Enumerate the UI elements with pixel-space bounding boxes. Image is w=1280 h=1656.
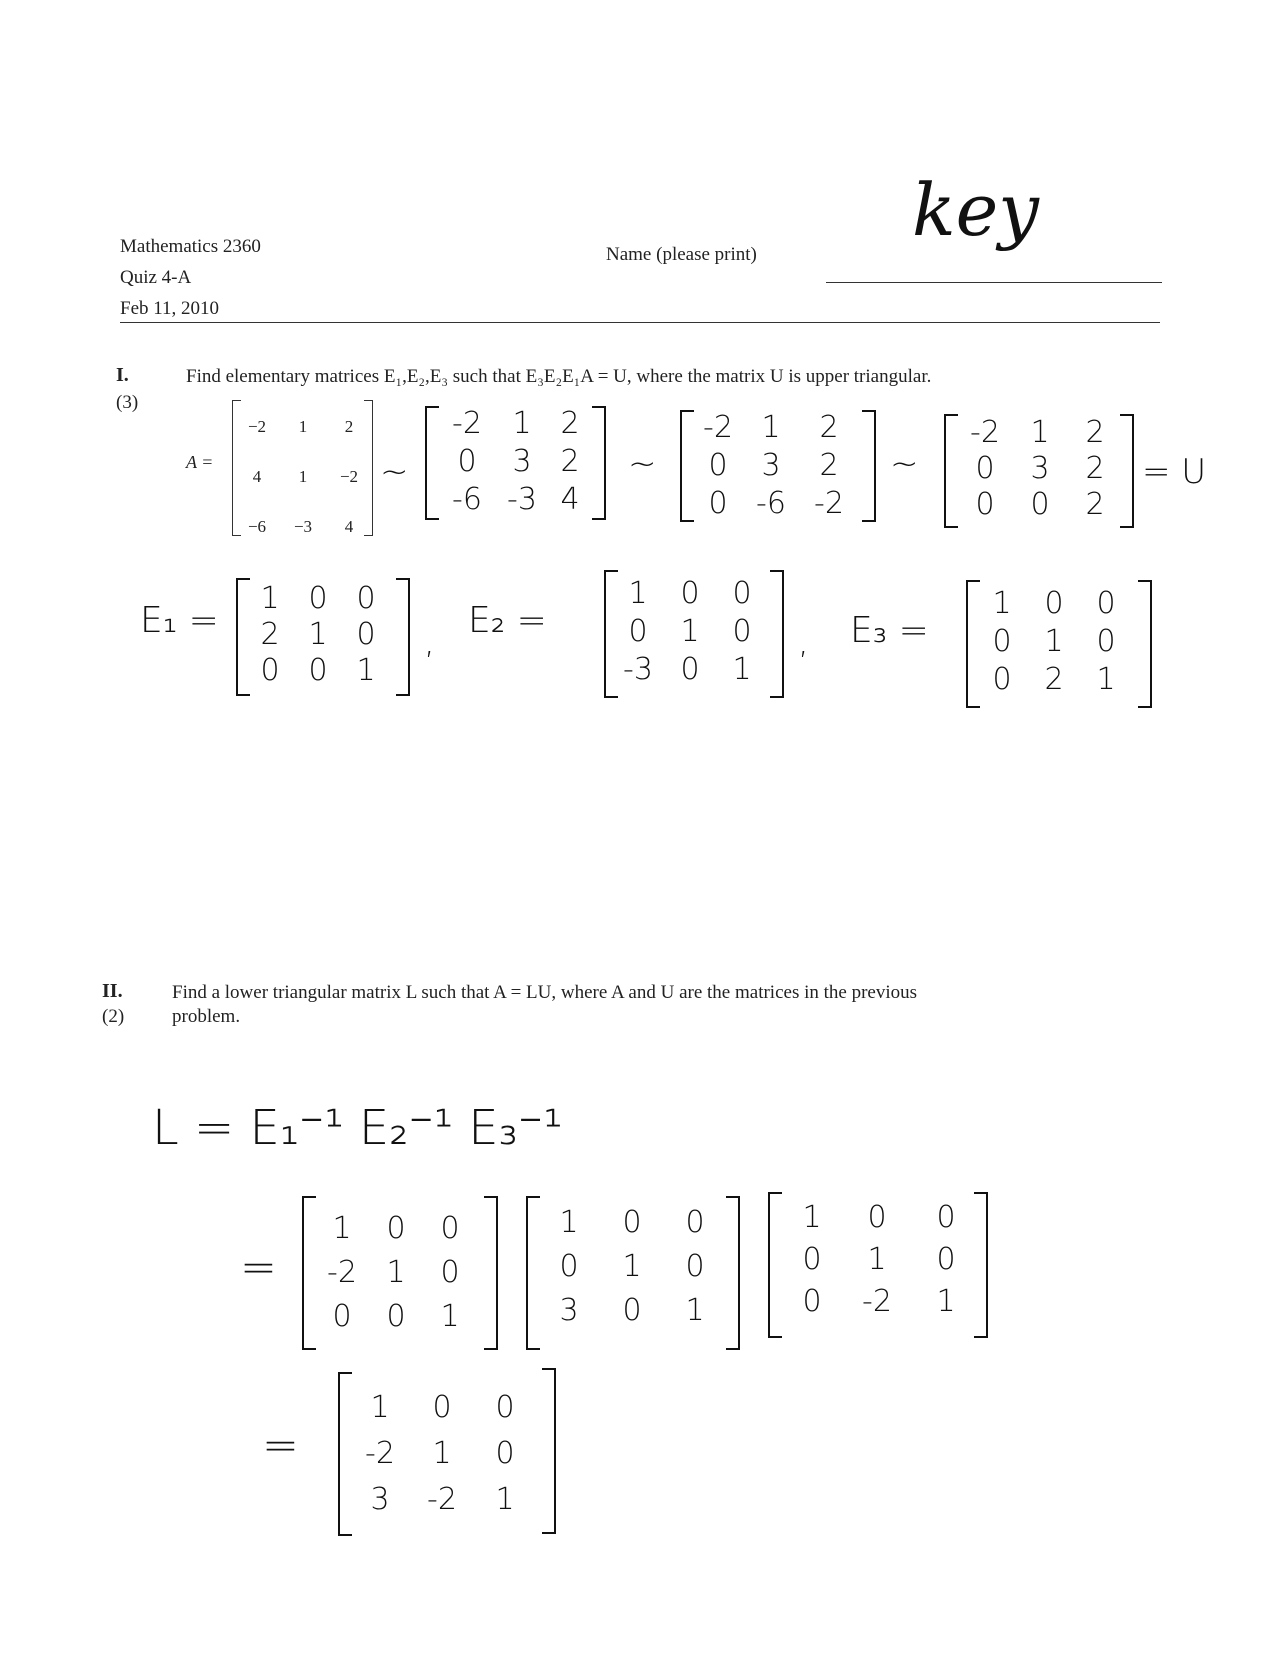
inv3-cell: 0 bbox=[936, 1199, 956, 1235]
l-result-cell: 1 bbox=[432, 1435, 452, 1471]
inv3-matrix bbox=[780, 1196, 982, 1322]
result-label: = U bbox=[1142, 452, 1207, 492]
step1-cell: 3 bbox=[512, 443, 532, 479]
e2-cell: 1 bbox=[680, 613, 700, 649]
matrix-a-cell: −2 bbox=[247, 417, 267, 436]
name-value: key bbox=[912, 168, 1039, 252]
inv2-cell: 1 bbox=[622, 1248, 642, 1284]
step2-cell: 0 bbox=[708, 447, 728, 483]
inv3-right-bracket bbox=[974, 1192, 988, 1338]
l-result-cell: 1 bbox=[370, 1389, 390, 1425]
e1-cell: 0 bbox=[356, 580, 376, 616]
name-underline bbox=[826, 282, 1162, 283]
step2-cell: 2 bbox=[819, 409, 839, 445]
equals-sign: = bbox=[262, 1420, 299, 1471]
step3-cell: 0 bbox=[1030, 486, 1050, 522]
equiv-symbol: ~ bbox=[628, 444, 657, 484]
e2-cell: 1 bbox=[732, 651, 752, 687]
step3-cell: 0 bbox=[975, 450, 995, 486]
matrix-a-right-bracket bbox=[364, 400, 373, 536]
step2-cell: 2 bbox=[819, 447, 839, 483]
matrix-a-cell: −3 bbox=[293, 517, 313, 536]
inv2-cell: 0 bbox=[622, 1204, 642, 1240]
matrix-a-cell: 1 bbox=[298, 467, 308, 486]
step1-right-bracket bbox=[592, 406, 606, 520]
e2-cell: 0 bbox=[680, 651, 700, 687]
e2-cell: 0 bbox=[732, 613, 752, 649]
inv3-cell: -2 bbox=[862, 1283, 892, 1319]
e2-cell: 0 bbox=[628, 613, 648, 649]
matrix-a-cell: 2 bbox=[344, 417, 354, 436]
e2-right-bracket bbox=[770, 570, 784, 698]
e1-matrix bbox=[246, 580, 390, 688]
l-expression: L = E₁⁻¹ E₂⁻¹ E₃⁻¹ bbox=[152, 1100, 563, 1156]
comma: , bbox=[798, 622, 809, 662]
quiz-date: Feb 11, 2010 bbox=[120, 298, 220, 319]
step3-matrix bbox=[956, 414, 1124, 522]
inv2-cell: 1 bbox=[685, 1292, 705, 1328]
inv1-cell: 1 bbox=[332, 1210, 352, 1246]
inv2-matrix bbox=[538, 1200, 726, 1332]
name-label: Name (please print) bbox=[606, 244, 757, 265]
e3-cell: 1 bbox=[992, 585, 1012, 621]
e3-label: E₃ = bbox=[850, 610, 929, 651]
inv2-right-bracket bbox=[726, 1196, 740, 1350]
e1-cell: 0 bbox=[308, 580, 328, 616]
step2-cell: -2 bbox=[703, 409, 733, 445]
e1-cell: 1 bbox=[356, 652, 376, 688]
inv2-cell: 0 bbox=[685, 1204, 705, 1240]
step2-matrix bbox=[692, 408, 860, 522]
inv3-cell: 0 bbox=[802, 1241, 822, 1277]
matrix-a-cell: −6 bbox=[247, 517, 267, 536]
inv3-cell: 0 bbox=[867, 1199, 887, 1235]
inv2-cell: 0 bbox=[685, 1248, 705, 1284]
e3-cell: 2 bbox=[1044, 661, 1064, 697]
step2-cell: -6 bbox=[756, 485, 786, 521]
inv1-matrix bbox=[314, 1206, 478, 1338]
inv1-cell: -2 bbox=[327, 1254, 357, 1290]
inv1-cell: 0 bbox=[440, 1210, 460, 1246]
matrix-a-cell: −2 bbox=[339, 467, 359, 486]
e3-matrix bbox=[976, 584, 1132, 698]
step3-cell: 2 bbox=[1085, 450, 1105, 486]
problem2-prompt-line1: Find a lower triangular matrix L such that A = LU, where A and U are the matrices in the previous bbox=[172, 982, 918, 1003]
problem1-number: I. bbox=[116, 364, 129, 386]
step2-right-bracket bbox=[862, 410, 876, 522]
e3-cell: 0 bbox=[992, 661, 1012, 697]
step3-cell: -2 bbox=[970, 414, 1000, 450]
e3-cell: 1 bbox=[1044, 623, 1064, 659]
inv1-cell: 0 bbox=[386, 1210, 406, 1246]
e3-cell: 0 bbox=[1096, 623, 1116, 659]
step1-cell: 0 bbox=[457, 443, 477, 479]
matrix-a-cell: 4 bbox=[252, 467, 262, 486]
step1-matrix bbox=[436, 404, 594, 518]
inv3-cell: 1 bbox=[802, 1199, 822, 1235]
e1-cell: 0 bbox=[308, 652, 328, 688]
step1-cell: 2 bbox=[560, 405, 580, 441]
matrix-a-cell: 1 bbox=[298, 417, 308, 436]
e2-cell: 1 bbox=[628, 575, 648, 611]
e1-cell: 2 bbox=[260, 616, 280, 652]
step2-cell: -2 bbox=[814, 485, 844, 521]
problem2-prompt-line2: problem. bbox=[172, 1006, 241, 1027]
step2-cell: 0 bbox=[708, 485, 728, 521]
a-label: A = bbox=[186, 452, 214, 472]
inv1-right-bracket bbox=[484, 1196, 498, 1350]
e2-cell: -3 bbox=[623, 651, 653, 687]
step1-cell: -6 bbox=[452, 481, 482, 517]
step3-cell: 1 bbox=[1030, 414, 1050, 450]
e3-cell: 0 bbox=[1044, 585, 1064, 621]
inv2-cell: 1 bbox=[559, 1204, 579, 1240]
quiz-title: Quiz 4-A bbox=[120, 267, 192, 288]
step2-cell: 3 bbox=[761, 447, 781, 483]
e1-cell: 0 bbox=[356, 616, 376, 652]
e3-right-bracket bbox=[1138, 580, 1152, 708]
inv1-cell: 0 bbox=[386, 1298, 406, 1334]
l-result-cell: 1 bbox=[495, 1481, 515, 1517]
e1-cell: 1 bbox=[260, 580, 280, 616]
e1-cell: 0 bbox=[260, 652, 280, 688]
matrix-a-cell: 4 bbox=[344, 517, 354, 536]
l-result-cell: 0 bbox=[495, 1389, 515, 1425]
problem2-number: II. bbox=[102, 980, 123, 1002]
e3-cell: 0 bbox=[1096, 585, 1116, 621]
e2-label: E₂ = bbox=[468, 600, 547, 641]
step3-cell: 3 bbox=[1030, 450, 1050, 486]
inv3-cell: 1 bbox=[867, 1241, 887, 1277]
l-result-matrix bbox=[350, 1384, 536, 1522]
inv3-cell: 0 bbox=[802, 1283, 822, 1319]
l-result-cell: -2 bbox=[365, 1435, 395, 1471]
course-title: Mathematics 2360 bbox=[120, 236, 261, 257]
inv2-cell: 0 bbox=[559, 1248, 579, 1284]
equals-sign: = bbox=[240, 1242, 277, 1293]
inv1-cell: 1 bbox=[440, 1298, 460, 1334]
header-rule bbox=[120, 322, 1160, 323]
l-result-cell: -2 bbox=[427, 1481, 457, 1517]
inv2-cell: 0 bbox=[622, 1292, 642, 1328]
step2-cell: 1 bbox=[761, 409, 781, 445]
e3-cell: 1 bbox=[1096, 661, 1116, 697]
matrix-a bbox=[234, 402, 372, 552]
problem1-prompt: Find elementary matrices E₁,E₂,E₃ such that E₃E₂E₁A = U, where the matrix U is upper triangular. bbox=[186, 366, 932, 387]
inv3-cell: 1 bbox=[936, 1283, 956, 1319]
e2-cell: 0 bbox=[680, 575, 700, 611]
step3-cell: 0 bbox=[975, 486, 995, 522]
equiv-symbol: ~ bbox=[890, 444, 919, 484]
inv1-cell: 0 bbox=[440, 1254, 460, 1290]
e3-cell: 0 bbox=[992, 623, 1012, 659]
equiv-symbol: ~ bbox=[380, 452, 409, 492]
inv3-cell: 0 bbox=[936, 1241, 956, 1277]
problem2-points: (2) bbox=[102, 1006, 125, 1027]
e2-cell: 0 bbox=[732, 575, 752, 611]
step1-cell: -2 bbox=[452, 405, 482, 441]
step1-cell: 4 bbox=[560, 481, 580, 517]
inv1-cell: 0 bbox=[332, 1298, 352, 1334]
step3-cell: 2 bbox=[1085, 486, 1105, 522]
problem1-points: (3) bbox=[116, 392, 139, 413]
inv1-cell: 1 bbox=[386, 1254, 406, 1290]
l-result-cell: 3 bbox=[370, 1481, 390, 1517]
step3-cell: 2 bbox=[1085, 414, 1105, 450]
l-result-cell: 0 bbox=[495, 1435, 515, 1471]
e1-label: E₁ = bbox=[140, 600, 219, 641]
comma: , bbox=[424, 622, 435, 662]
l-result-right-bracket bbox=[542, 1368, 556, 1534]
step1-cell: -3 bbox=[507, 481, 537, 517]
step1-cell: 2 bbox=[560, 443, 580, 479]
step1-cell: 1 bbox=[512, 405, 532, 441]
step3-right-bracket bbox=[1120, 414, 1134, 528]
inv2-cell: 3 bbox=[559, 1292, 579, 1328]
e2-matrix bbox=[612, 574, 768, 688]
e1-cell: 1 bbox=[308, 616, 328, 652]
l-result-cell: 0 bbox=[432, 1389, 452, 1425]
e1-right-bracket bbox=[396, 578, 410, 696]
